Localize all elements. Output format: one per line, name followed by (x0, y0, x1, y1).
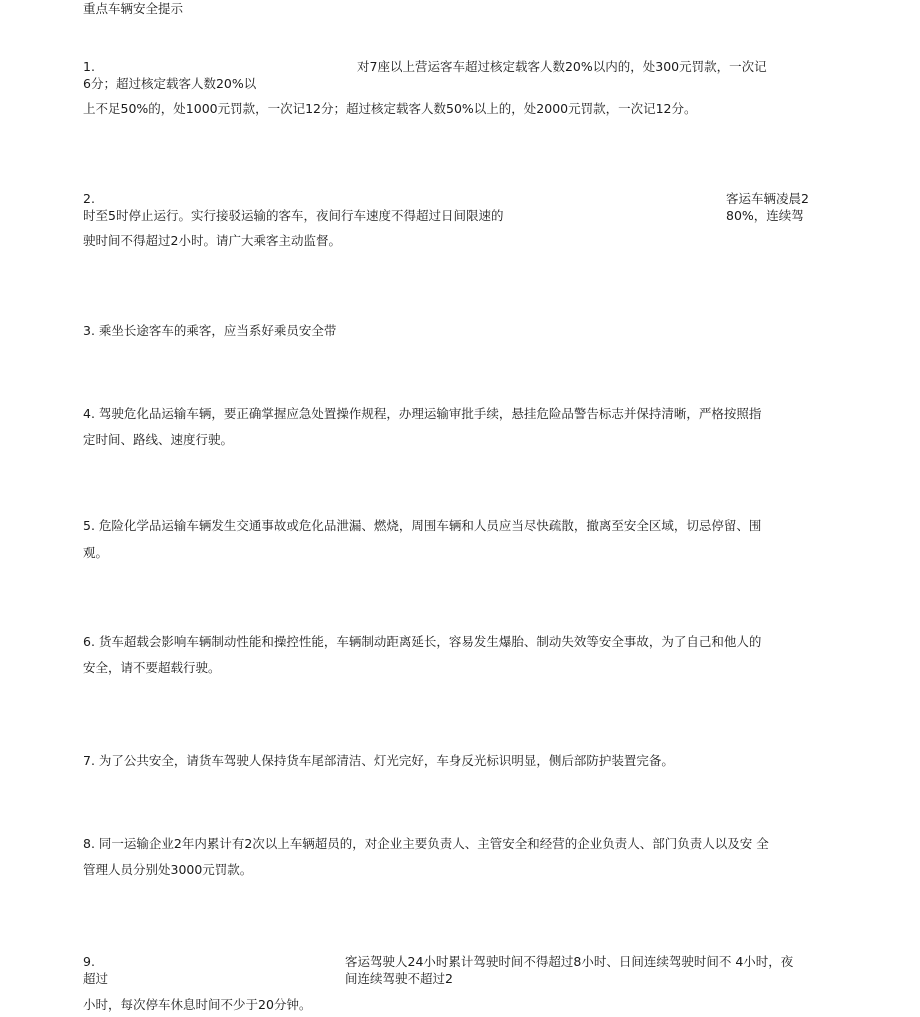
item-9-line-3: 间连续驾驶不超过2 (345, 971, 453, 986)
item-2-right-line-1: 客运车辆凌晨2 (726, 191, 809, 206)
item-2-line-1: 时至5时停止运行。实行接驳运输的客车，夜间行车速度不得超过日间限速的 (83, 208, 504, 223)
item-5-line-2: 观。 (83, 545, 109, 560)
item-8-line-2: 管理人员分别处3000元罚款。 (83, 862, 253, 877)
item-6-line-1: 6. 货车超载会影响车辆制动性能和操控性能，车辆制动距离延长，容易发生爆胎、制动失效等安全事故，为了自己和他人的 (83, 634, 762, 649)
item-5-line-1: 5. 危险化学品运输车辆发生交通事故或危化品泄漏、燃烧，周围车辆和人员应当尽快疏散，撤离至安全区域，切忌停留、围 (83, 518, 762, 533)
item-1-line-2: 6分；超过核定载客人数20%以 (83, 76, 257, 91)
item-4-line-2: 定时间、路线、速度行驶。 (83, 432, 234, 447)
page-title: 重点车辆安全提示 (83, 1, 184, 16)
item-9-number: 9. (83, 954, 95, 969)
item-1-line-1: 对7座以上营运客车超过核定载客人数20%以内的，处300元罚款，一次记 (357, 59, 767, 74)
item-2-number: 2. (83, 191, 95, 206)
item-7-line-1: 7. 为了公共安全，请货车驾驶人保持货车尾部清洁、灯光完好，车身反光标识明显，侧后部防护装置完备。 (83, 753, 674, 768)
item-6-line-2: 安全，请不要超载行驶。 (83, 660, 221, 675)
item-1-number: 1. (83, 59, 95, 74)
item-2-line-2: 驶时间不得超过2小时。请广大乘客主动监督。 (83, 233, 341, 248)
item-4-line-1: 4. 驾驶危化品运输车辆，要正确掌握应急处置操作规程，办理运输审批手续，悬挂危险品警告标志并保持清晰，严格按照指 (83, 406, 762, 421)
item-1-line-3: 上不足50%的，处1000元罚款，一次记12分；超过核定载客人数50%以上的，处2000元罚款，一次记12分。 (83, 101, 697, 116)
item-9-line-4: 小时，每次停车休息时间不少于20分钟。 (83, 997, 312, 1012)
item-2-right-line-2: 80%，连续驾 (726, 208, 804, 223)
item-9-line-1: 客运驾驶人24小时累计驾驶时间不得超过8小时、日间连续驾驶时间不 4小时，夜 (345, 954, 794, 969)
item-9-line-2: 超过 (83, 971, 109, 986)
item-8-line-1: 8. 同一运输企业2年内累计有2次以上车辆超员的，对企业主要负责人、主管安全和经营的企业负责人、部门负责人以及安 全 (83, 836, 769, 851)
item-3-line-1: 3. 乘坐长途客车的乘客，应当系好乘员安全带 (83, 323, 337, 338)
